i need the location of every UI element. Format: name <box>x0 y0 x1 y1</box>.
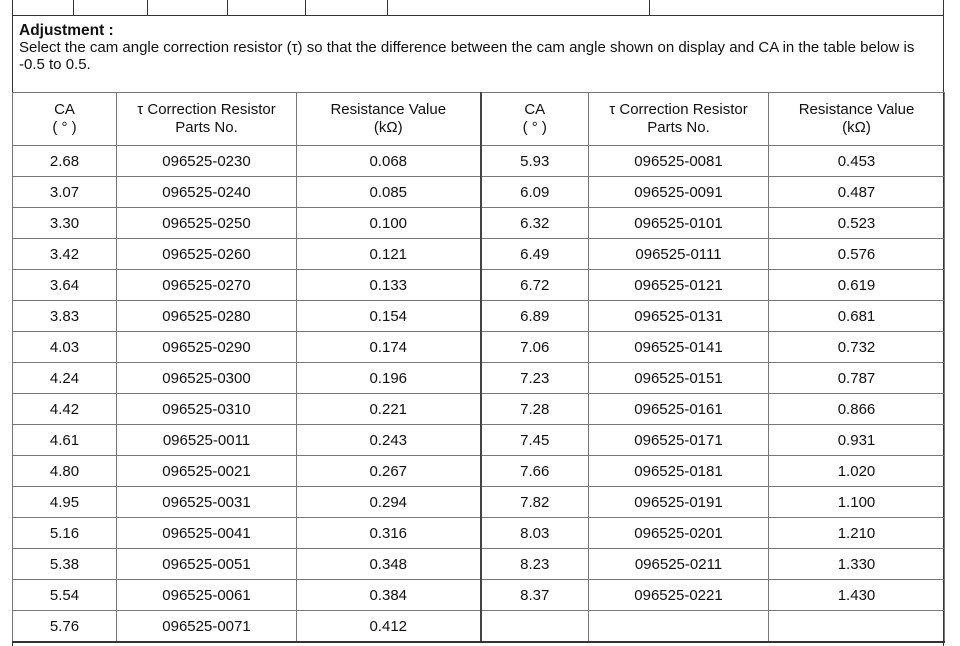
cell-ca: 3.30 <box>13 208 117 239</box>
cell-resistance <box>769 611 945 643</box>
cell-part-no: 096525-0201 <box>589 518 769 549</box>
cell-part-no: 096525-0081 <box>589 146 769 177</box>
cell-ca <box>481 611 589 643</box>
cell-resistance: 0.487 <box>769 177 945 208</box>
cell-ca: 3.07 <box>13 177 117 208</box>
cell-ca: 8.23 <box>481 549 589 580</box>
strip-divider <box>305 0 306 15</box>
cell-resistance: 0.576 <box>769 239 945 270</box>
header-ca: CA ( ° ) <box>13 93 117 146</box>
cell-resistance: 0.267 <box>297 456 481 487</box>
cell-part-no: 096525-0121 <box>589 270 769 301</box>
cell-ca: 7.23 <box>481 363 589 394</box>
cell-part-no: 096525-0041 <box>117 518 297 549</box>
cell-resistance: 1.100 <box>769 487 945 518</box>
cell-resistance: 1.210 <box>769 518 945 549</box>
cell-part-no: 096525-0131 <box>589 301 769 332</box>
cell-resistance: 0.121 <box>297 239 481 270</box>
cell-ca: 4.80 <box>13 456 117 487</box>
cell-resistance: 0.732 <box>769 332 945 363</box>
strip-divider <box>227 0 228 15</box>
table-row <box>13 549 945 580</box>
cell-part-no: 096525-0011 <box>117 425 297 456</box>
cell-part-no: 096525-0221 <box>589 580 769 611</box>
cell-ca: 7.66 <box>481 456 589 487</box>
cell-ca: 6.72 <box>481 270 589 301</box>
table-row <box>13 580 945 611</box>
cell-ca: 8.37 <box>481 580 589 611</box>
cell-resistance: 0.221 <box>297 394 481 425</box>
strip-divider <box>649 0 650 15</box>
cell-part-no <box>589 611 769 643</box>
cell-ca: 2.68 <box>13 146 117 177</box>
cell-ca: 7.06 <box>481 332 589 363</box>
cell-ca: 5.93 <box>481 146 589 177</box>
cell-resistance: 1.330 <box>769 549 945 580</box>
cell-part-no: 096525-0191 <box>589 487 769 518</box>
cell-ca: 7.45 <box>481 425 589 456</box>
header-resistor-part: τ Correction Resistor Parts No. <box>117 93 297 146</box>
cell-resistance: 0.154 <box>297 301 481 332</box>
cell-ca: 5.16 <box>13 518 117 549</box>
cell-ca: 8.03 <box>481 518 589 549</box>
cell-ca: 6.09 <box>481 177 589 208</box>
cell-part-no: 096525-0111 <box>589 239 769 270</box>
cell-part-no: 096525-0280 <box>117 301 297 332</box>
table-row <box>13 611 945 643</box>
cell-ca: 6.49 <box>481 239 589 270</box>
cell-resistance: 0.196 <box>297 363 481 394</box>
cell-ca: 5.38 <box>13 549 117 580</box>
cell-part-no: 096525-0071 <box>117 611 297 643</box>
strip-divider <box>387 0 388 15</box>
cell-ca: 3.42 <box>13 239 117 270</box>
strip-divider <box>147 0 148 15</box>
table-row <box>13 301 945 332</box>
cell-ca: 6.32 <box>481 208 589 239</box>
cam-angle-table <box>12 92 945 643</box>
cell-resistance: 0.866 <box>769 394 945 425</box>
table-row <box>13 394 945 425</box>
cell-resistance: 0.453 <box>769 146 945 177</box>
cell-resistance: 1.020 <box>769 456 945 487</box>
cell-ca: 4.03 <box>13 332 117 363</box>
cell-part-no: 096525-0171 <box>589 425 769 456</box>
table-row <box>13 146 945 177</box>
cell-part-no: 096525-0021 <box>117 456 297 487</box>
cell-resistance: 0.348 <box>297 549 481 580</box>
cell-ca: 6.89 <box>481 301 589 332</box>
table-header-row <box>13 93 945 146</box>
cell-ca: 4.95 <box>13 487 117 518</box>
cell-part-no: 096525-0230 <box>117 146 297 177</box>
table-row <box>13 456 945 487</box>
table-row <box>13 270 945 301</box>
cell-part-no: 096525-0300 <box>117 363 297 394</box>
cell-part-no: 096525-0061 <box>117 580 297 611</box>
cell-resistance: 0.681 <box>769 301 945 332</box>
cell-ca: 5.54 <box>13 580 117 611</box>
cell-part-no: 096525-0151 <box>589 363 769 394</box>
cell-part-no: 096525-0051 <box>117 549 297 580</box>
table-row <box>13 332 945 363</box>
cell-ca: 4.24 <box>13 363 117 394</box>
cell-part-no: 096525-0240 <box>117 177 297 208</box>
cell-part-no: 096525-0141 <box>589 332 769 363</box>
cell-part-no: 096525-0161 <box>589 394 769 425</box>
cell-resistance: 0.294 <box>297 487 481 518</box>
cell-resistance: 0.619 <box>769 270 945 301</box>
strip-divider <box>73 0 74 15</box>
table-row <box>13 487 945 518</box>
cell-resistance: 0.243 <box>297 425 481 456</box>
header-resistance-value: Resistance Value (kΩ) <box>769 93 945 146</box>
previous-table-strip <box>12 0 944 16</box>
cell-part-no: 096525-0260 <box>117 239 297 270</box>
adjustment-text: Select the cam angle correction resistor (τ) so that the difference between the cam angle shown on display and CA in the table below is -0.5 to 0.5. <box>19 39 915 73</box>
cell-part-no: 096525-0270 <box>117 270 297 301</box>
cell-part-no: 096525-0031 <box>117 487 297 518</box>
cell-ca: 7.82 <box>481 487 589 518</box>
cell-resistance: 0.787 <box>769 363 945 394</box>
cell-resistance: 0.068 <box>297 146 481 177</box>
cell-part-no: 096525-0290 <box>117 332 297 363</box>
cell-ca: 3.83 <box>13 301 117 332</box>
cell-resistance: 0.412 <box>297 611 481 643</box>
cell-part-no: 096525-0250 <box>117 208 297 239</box>
cell-resistance: 0.931 <box>769 425 945 456</box>
header-resistor-part: τ Correction Resistor Parts No. <box>589 93 769 146</box>
table-row <box>13 363 945 394</box>
cell-resistance: 0.133 <box>297 270 481 301</box>
cell-ca: 7.28 <box>481 394 589 425</box>
cell-part-no: 096525-0091 <box>589 177 769 208</box>
cell-ca: 5.76 <box>13 611 117 643</box>
adjustment-title: Adjustment : <box>19 22 114 39</box>
cell-resistance: 0.523 <box>769 208 945 239</box>
cell-resistance: 0.384 <box>297 580 481 611</box>
table-row <box>13 208 945 239</box>
cell-resistance: 0.100 <box>297 208 481 239</box>
cell-resistance: 0.174 <box>297 332 481 363</box>
cell-resistance: 0.085 <box>297 177 481 208</box>
table-row <box>13 518 945 549</box>
table-row <box>13 239 945 270</box>
cell-ca: 4.42 <box>13 394 117 425</box>
adjustment-section <box>19 22 919 73</box>
table-body <box>13 146 945 643</box>
table-row <box>13 425 945 456</box>
cell-resistance: 0.316 <box>297 518 481 549</box>
header-ca: CA ( ° ) <box>481 93 589 146</box>
header-resistance-value: Resistance Value (kΩ) <box>297 93 481 146</box>
cell-ca: 3.64 <box>13 270 117 301</box>
cell-part-no: 096525-0101 <box>589 208 769 239</box>
cell-resistance: 1.430 <box>769 580 945 611</box>
cell-part-no: 096525-0310 <box>117 394 297 425</box>
cell-part-no: 096525-0211 <box>589 549 769 580</box>
cell-part-no: 096525-0181 <box>589 456 769 487</box>
cell-ca: 4.61 <box>13 425 117 456</box>
table-row <box>13 177 945 208</box>
